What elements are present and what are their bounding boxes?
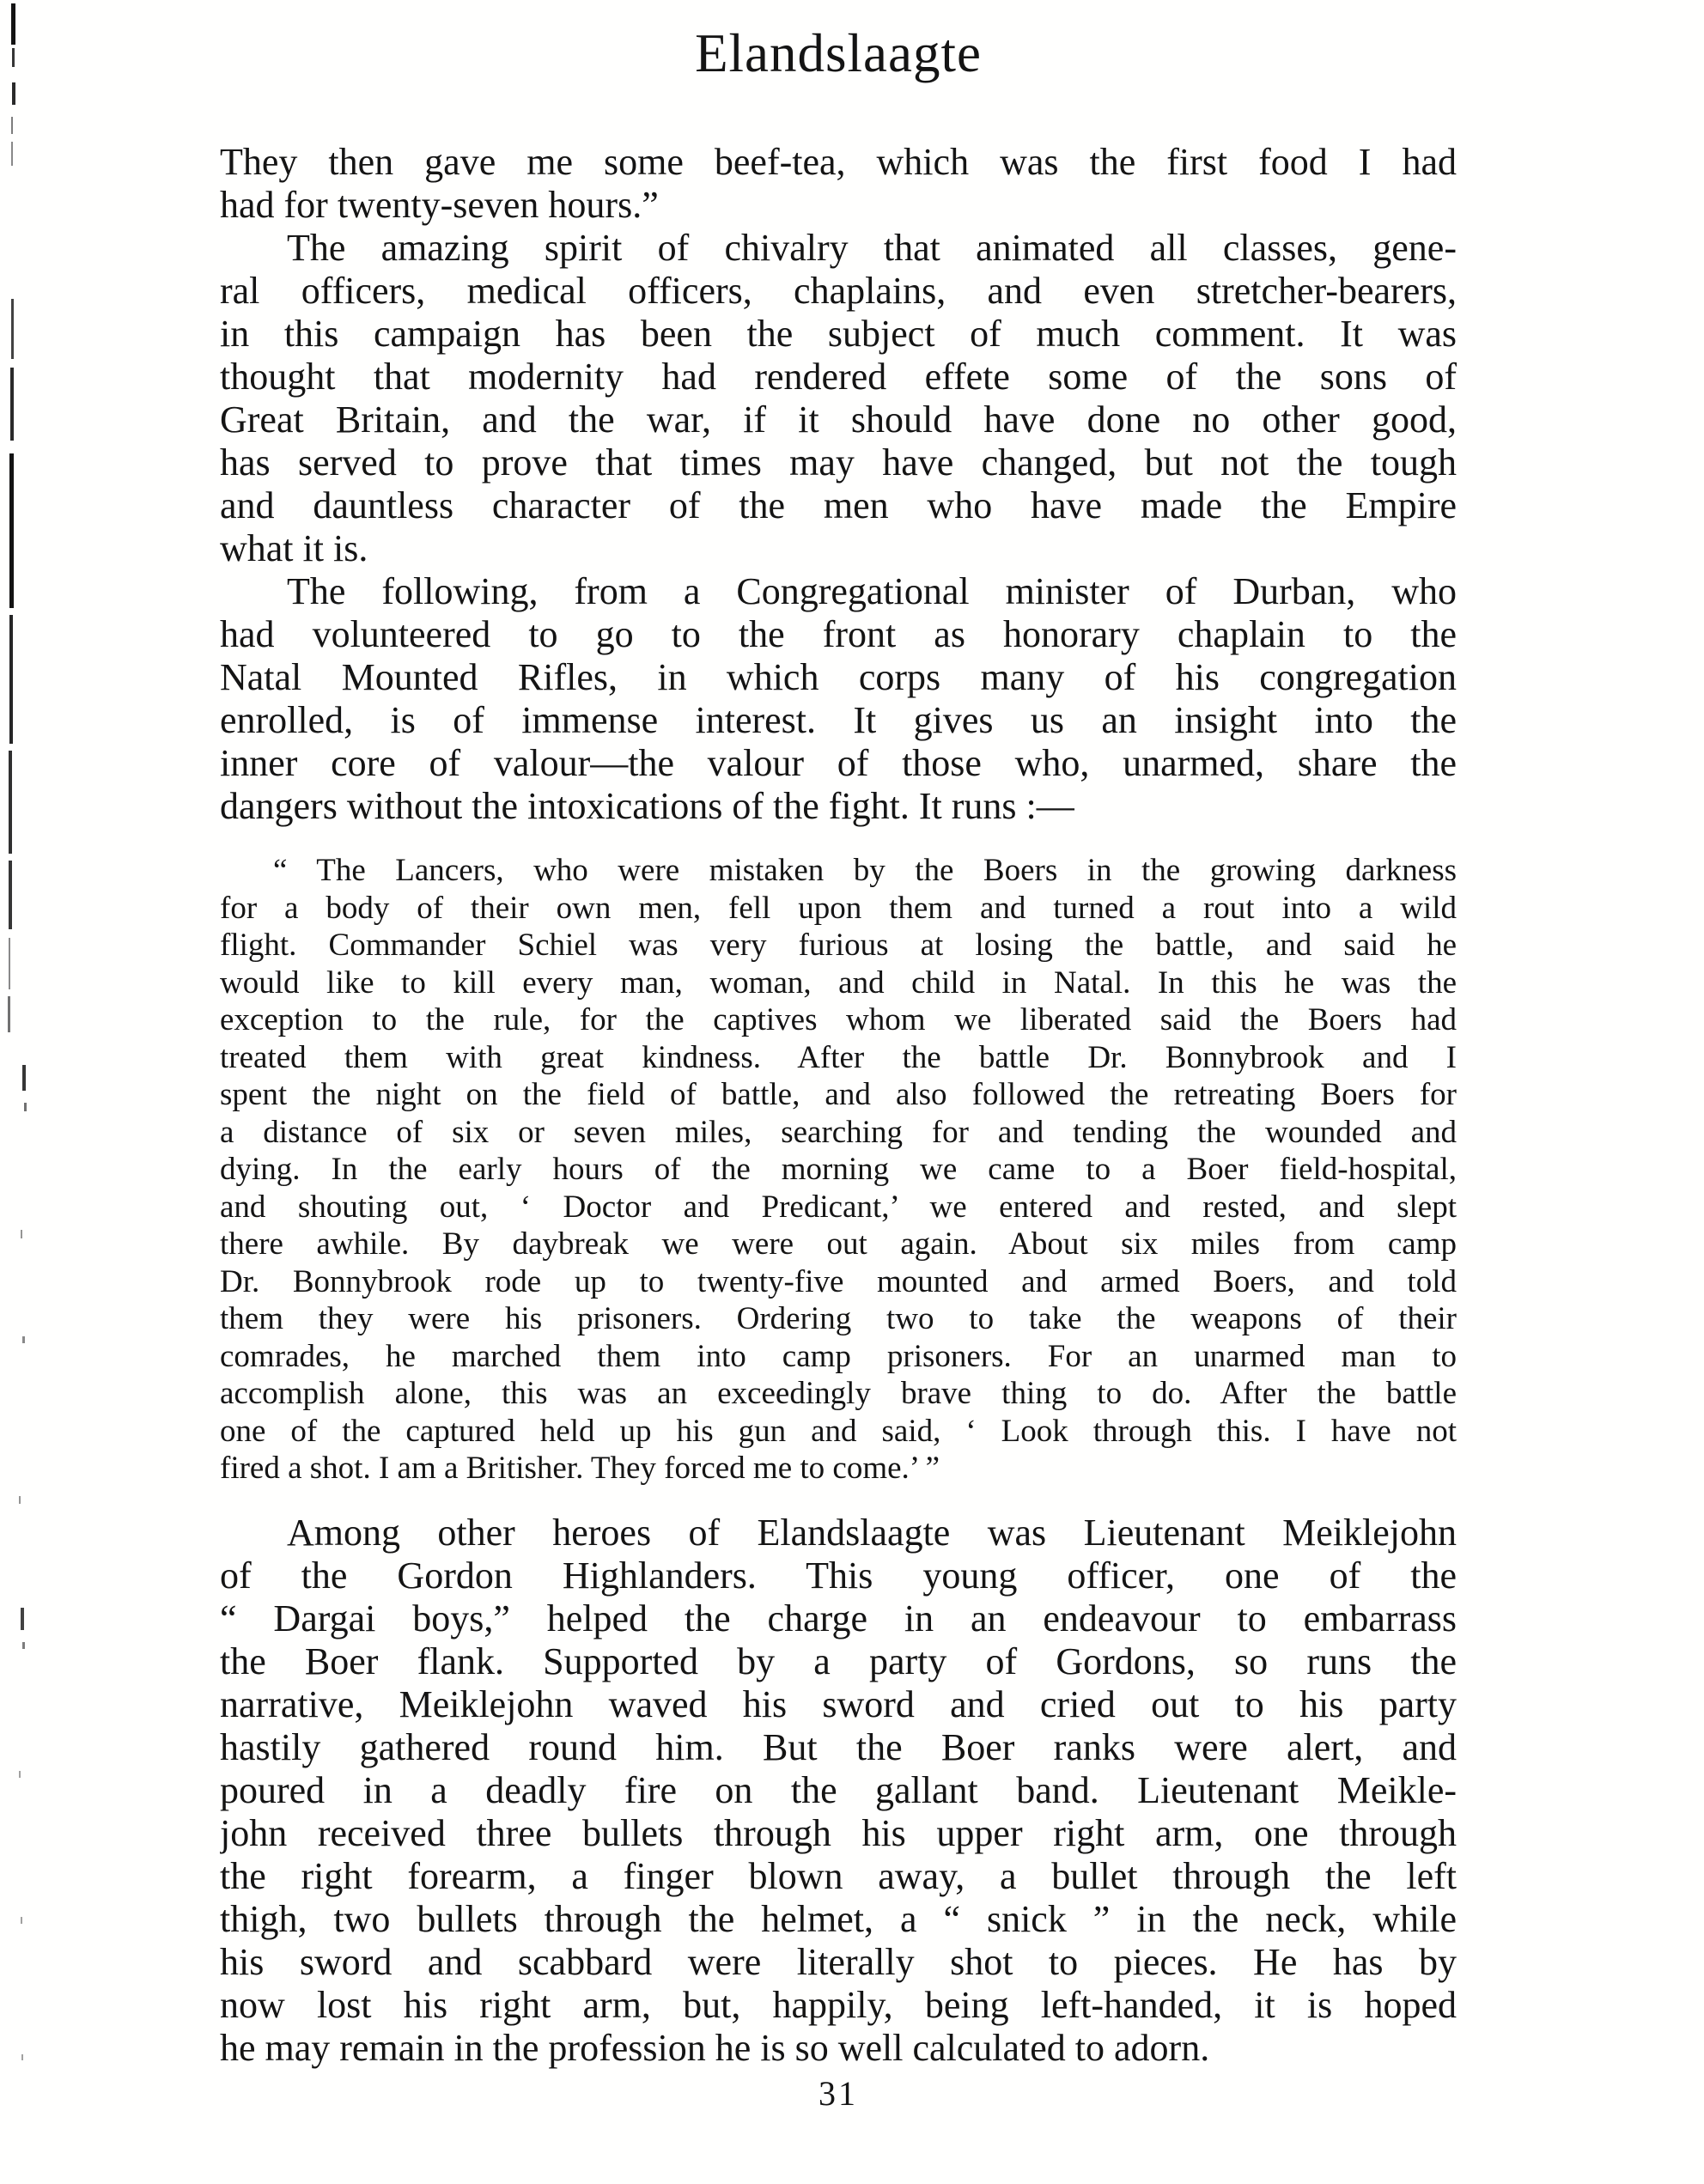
scan-mark [11,299,14,359]
scan-mark [22,1065,26,1091]
text-line: what it is. [220,527,368,569]
text-line: has served to prove that times may have changed, but not the tough [220,441,1457,484]
text-line: treated them with great kindness. After the battle Dr. Bonnybrook and I [220,1039,1457,1075]
text-line: and shouting out, ‘ Doctor and Predicant,’ we entered and rested, and slept [220,1189,1457,1225]
text-line: accomplish alone, this was an exceedingly brave thing to do. After the battle [220,1376,1457,1411]
text-line: They then gave me some beef-tea, which was the first food I had [220,141,1457,183]
text-line: and dauntless character of the men who have made the Empire [220,484,1457,526]
text-line: flight. Commander Schiel was very furious at losing the battle, and said he [220,928,1457,963]
text-line: john received three bullets through his upper right arm, one through [220,1811,1457,1854]
scan-mark [9,615,13,744]
scan-mark [12,82,15,105]
scan-mark [24,1103,27,1111]
text-line: now lost his right arm, but, happily, being left-handed, it is hoped [220,1983,1457,2026]
text-line: had volunteered to go to the front as honorary chaplain to the [220,613,1457,655]
text-line: ral officers, medical officers, chaplains, and even stretcher-bearers, [220,270,1457,312]
scan-mark [21,2054,23,2060]
text-line: exception to the rule, for the captives whom we liberated said the Boers had [220,1002,1457,1037]
text-line: “ The Lancers, who were mistaken by the Boers in the growing darkness [273,853,1457,888]
scan-mark [22,1336,25,1343]
paragraph [220,141,1457,227]
scan-mark [21,1608,24,1630]
text-line: thigh, two bullets through the helmet, a “ snick ” in the neck, while [220,1897,1457,1940]
text-line: inner core of valour—the valour of those who, unarmed, share the [220,742,1457,784]
text-line: Dr. Bonnybrook rode up to twenty-five mounted and armed Boers, and told [220,1263,1457,1299]
blockquote [220,852,1457,1487]
scan-mark [9,751,12,854]
text-line: in this campaign has been the subject of much comment. It was [220,313,1457,355]
text-line: dying. In the early hours of the morning we came to a Boer field-hospital, [220,1152,1457,1187]
text-line: hastily gathered round him. But the Boer ranks were alert, and [220,1725,1457,1768]
scan-mark [10,368,14,441]
text-line: enrolled, is of immense interest. It gives us an insight into the [220,699,1457,741]
text-line: dangers without the intoxications of the fight. It runs :— [220,785,1074,827]
text-line: poured in a deadly fire on the gallant band. Lieutenant Meikle- [220,1768,1457,1811]
text-line: for a body of their own men, fell upon them and turned a rout into a wild [220,890,1457,926]
text-line: spent the night on the field of battle, and also followed the retreating Boers for [220,1077,1457,1112]
scan-mark [12,48,15,67]
text-line: Among other heroes of Elandslaagte was Lieutenant Meiklejohn [287,1511,1457,1554]
paragraph [220,570,1457,828]
paragraph [220,227,1457,570]
scan-mark [11,3,15,45]
page-title: Elandslaagte [695,23,982,83]
text-line: narrative, Meiklejohn waved his sword and cried out to his party [220,1682,1457,1725]
text-line: The following, from a Congregational minister of Durban, who [287,570,1457,612]
text-line: fired a shot. I am a Britisher. They forced me to come.’ ” [220,1451,940,1486]
text-line: would like to kill every man, woman, and child in Natal. In this he was the [220,964,1457,1001]
text-line: comrades, he marched them into camp prisoners. For an unarmed man to [220,1338,1457,1374]
text-line: the right forearm, a finger blown away, a bullet through the left [220,1854,1457,1897]
scan-mark [11,117,13,134]
scan-mark [8,996,10,1032]
text-line: the Boer flank. Supported by a party of Gordons, so runs the [220,1640,1457,1682]
scan-mark [21,1917,22,1924]
text-line: “ Dargai boys,” helped the charge in an endeavour to embarrass [220,1597,1457,1640]
text-line: Great Britain, and the war, if it should have done no other good, [220,398,1457,441]
scan-mark [21,1230,22,1238]
text-line: had for twenty-seven hours.” [220,184,659,226]
text-line: his sword and scabbard were literally shot to pieces. He has by [220,1940,1457,1983]
page-body [220,141,1457,2070]
text-line: a distance of six or seven miles, searching for and tending the wounded and [220,1114,1457,1150]
text-line: of the Gordon Highlanders. This young officer, one of the [220,1554,1457,1597]
text-line: The amazing spirit of chivalry that animated all classes, gene- [287,227,1457,269]
text-line: one of the captured held up his gun and said, ‘ Look through this. I have not [220,1413,1457,1449]
scan-mark [9,861,12,929]
page-number: 31 [819,2073,858,2113]
scan-mark [9,453,14,608]
scan-mark [11,142,13,166]
text-line: Natal Mounted Rifles, in which corps many of his congregation [220,656,1457,698]
paragraph [220,1512,1457,2070]
text-line: he may remain in the profession he is so well calculated to adorn. [220,2026,1210,2069]
scan-mark [19,1496,21,1504]
scan-mark [9,938,10,989]
page-content [220,15,1457,2114]
text-line: thought that modernity had rendered effete some of the sons of [220,356,1457,398]
text-line: them they were his prisoners. Ordering two to take the weapons of their [220,1301,1457,1336]
scan-mark [19,1771,21,1778]
scan-mark [22,1642,25,1649]
text-line: there awhile. By daybreak we were out again. About six miles from camp [220,1226,1457,1262]
